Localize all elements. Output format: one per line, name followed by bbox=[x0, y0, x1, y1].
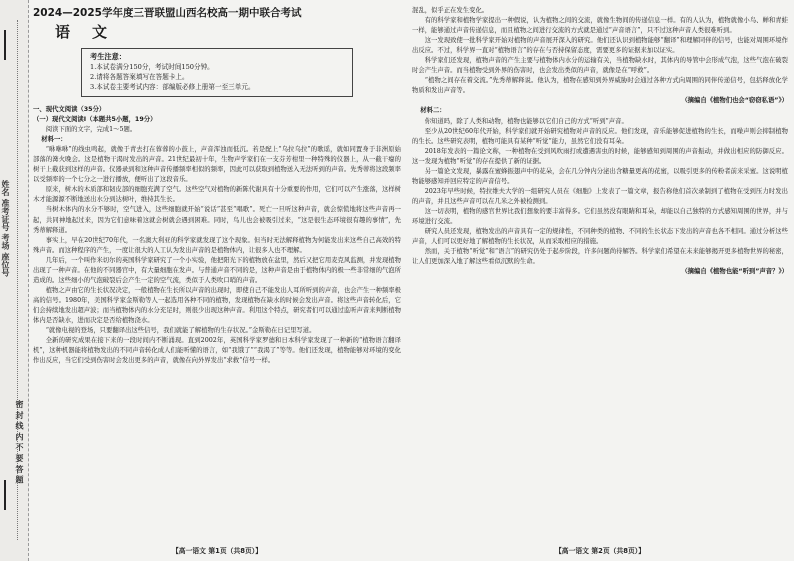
binding-margin bbox=[0, 0, 29, 561]
subsection-heading: （一）现代文阅读Ⅰ（本题共5小题，19分） bbox=[33, 116, 157, 124]
body-paragraph: “植物之间存在着交流。”先秀蒂解释说。他认为，植物在感知到外界威胁时会通过各种方式向周围的同伴传递信号，包括释放化学物质和发出声音等。 bbox=[412, 77, 788, 95]
seal-line-notice: 密 封 线 内 不 要 答 题 bbox=[15, 400, 24, 484]
body-paragraph: 几年后，一个叫作米切尔的英国科学家研究了一个小实验，他把阳光下的植物放在盆里，然后又把它用麦克风监测，并发现植物出现了一种声音。在他的不同器官中，有大量细胞在发声。与普通声音不同的是，这种声音是由于植物体内的极一些非常细的气泡所造成的。这些细小的气泡破裂后会产生一定的空气流，类似于人类吹口哨的声音。 bbox=[33, 256, 401, 284]
binding-labels: 姓名 准考证号 考场 座位号 bbox=[1, 180, 10, 277]
notice-title: 考生注意： bbox=[90, 52, 126, 61]
right-page-column bbox=[412, 6, 788, 554]
body-paragraph: 另一篇论文发现，暴露在蜜蜂振翅声中的花朵，会在几分钟内分泌出含糖量更高的花蜜，以吸引更多的传粉者前来采蜜。这说明植物能够感知并回应特定的声音信号。 bbox=[412, 167, 788, 185]
body-paragraph: 科学家们还发现，植物声音的产生主要与植物体内水分的运输有关，当植物缺水时，其体内的导管中会形成气泡，这些气泡在破裂时会产生声音。而当植物受到外界的伤害时，也会发出类似的声音，就像是在“呼救”。 bbox=[412, 57, 788, 75]
body-paragraph: 研究人员还发现，植物发出的声音具有一定的规律性，不同种类的植物、不同的生长状态下发出的声音也各不相同。通过分析这些声音，人们可以更好地了解植物的生长状况，从而采取相应的措施。 bbox=[412, 228, 788, 246]
page-footer-left: 【高一语文 第1页（共8页）】 bbox=[172, 547, 262, 555]
source-citation: （摘编自《植物们也会“窃窃私语”》） bbox=[681, 97, 788, 105]
exam-title: 2024—2025学年度三晋联盟山西名校高一期中联合考试 bbox=[33, 7, 302, 19]
body-paragraph: 你知道吗，除了人类和动物，植物也能够以它们自己的方式“听到”声音。 bbox=[424, 117, 628, 125]
body-paragraph: 至少从20世纪60年代开始，科学家们就开始研究植物对声音的反应。他们发现，音乐能够促进植物的生长，而噪声则会抑制植物的生长。这些研究表明，植物可能具有某种“听觉”能力，虽然它们没有耳朵。 bbox=[412, 127, 788, 145]
body-paragraph: 2018年发表的一篇论文称，一种植物在受到风吹雨打或遭遇害虫的时候，能够感知到周围的声音振动，并做出相应的防御反应。这一发现为植物“听觉”的存在提供了新的证据。 bbox=[412, 147, 788, 165]
page-footer-right: 【高一语文 第2页（共8页）】 bbox=[555, 547, 645, 555]
body-paragraph: 这一切表明，植物的感官世界比我们想象的要丰富得多。它们虽然没有眼睛和耳朵，却能以自己独特的方式感知周围的世界，并与环境进行交流。 bbox=[412, 207, 788, 225]
body-paragraph: 有的科学家和植物学家提出一种假说，认为植物之间的交流，就像生物间的传递信息一样。有的人认为，植物就像小鸟、蝉和青蛙一样，能够通过声音传递信息，而且植物之间进行交流的方式就是通过“声音语言”，只不过这种声音人类很难听到。 bbox=[412, 17, 788, 35]
source-citation: （摘编自《植物也能“听到”声音？》） bbox=[681, 268, 788, 276]
left-page-column bbox=[33, 6, 401, 554]
material-label: 材料二： bbox=[420, 107, 446, 115]
notice-item: 2.请将各题答案填写在答题卡上。 bbox=[90, 73, 189, 81]
section-heading: 一、现代文阅读（35分） bbox=[33, 106, 106, 113]
body-paragraph: 2023年早些时候，特拉维夫大学的一组研究人员在《细胞》上发表了一篇文章，报告称他们首次录制到了植物在受到压力时发出的声音，并且这些声音可以在几米之外被检测到。 bbox=[412, 187, 788, 205]
reading-instruction: 阅读下面的文字，完成1～5题。 bbox=[45, 126, 137, 134]
body-paragraph: 原来，树木的木质部和韧皮部的细胞充满了空气。这些空气对植物的新陈代谢具有十分重要的作用，它们可以产生涨落，这样树木才能源源不断地送出水分到达树叶，维持其生长。 bbox=[33, 186, 401, 204]
subject-title: 语文 bbox=[55, 23, 130, 41]
binding-mark bbox=[4, 480, 14, 510]
body-paragraph: 混乱，似乎正在发生变化。 bbox=[412, 7, 489, 14]
body-paragraph: 这一发现致使一批科学家开始对植物的声音展开深入的研究。他们还认识到植物能够“翻译”和理解同伴的信号，也能对周围环境作出反应。不过，科学界一直对“植物语言”的存在与否持保留态度，需要更多的证据来加以证实。 bbox=[412, 37, 788, 55]
exam-notice-box bbox=[81, 48, 353, 97]
body-paragraph: 事实上，早在20世纪70年代，一名澳大利亚的科学家就发现了这个现象。但当时无法解释植物为何能发出来这些自己高效的特殊声音。而这种程序的产生，一度让很大的人工认为发出声音的是植物体内，让很多人也不理解。 bbox=[33, 236, 401, 254]
body-paragraph: 全新的研究成果在接下来的一段时间内不断涌现。直到2002年，英国科学家罗德和日本科学家发现了一种新的“植物语言翻译机”，这种机器能将植物发出的不同声音转化成人们能听懂的语言，如“我饿了”“我渴了”等等。他们还发现，植物能够对环境的变化作出反应，当它们受到伤害时会发出更多的声音，就像在向外界发出“求救”信号一样。 bbox=[33, 337, 401, 365]
body-paragraph: 植物之声由它的生长状况决定，一般植物在生长所以声音的出现时，即使自己不能发出人耳所听到的声音，也会产生一种频率极高的信号。1980年，美国科学家金斯勒等人一起选用各种不同的植物，发现植物在缺水的时候会发出声音。将这些声音转化后，它们会持续地发出超声波；而当植物体内的水分充足时，则很少出现这种声音。利用这个特点，研究者们可以通过监听声音来判断植物体内是否缺水，进而决定是否给植物浇水。 bbox=[33, 286, 401, 324]
body-paragraph: 当树木体内的水分不够时，空气进入，这些细胞就开始“说话”甚至“唱歌”。死亡一旦听这种声音，就会惊慌地将这些声音再一起，共同神地起过来，因为它们意味着这就会树就会遇到困难。同时，鸟儿也会被吸引过来，“这是很生态环境很有趣的事情”，先秀蒂解释道。 bbox=[33, 206, 401, 234]
material-label: 材料一： bbox=[41, 136, 67, 144]
binding-mark bbox=[4, 30, 14, 60]
body-paragraph: 然而，关于植物“听觉”和“语言”的研究仍处于起步阶段，许多问题尚待解答。科学家们希望在未来能够揭开更多植物世界的秘密，让人们更加深入地了解这些看似沉默的生命。 bbox=[412, 248, 788, 266]
notice-item: 1.本试卷满分150分，考试时间150分钟。 bbox=[90, 63, 214, 71]
body-paragraph: “咻咻咻”的线虫鸣起，就像于青去打在蓉蓉的小鼓上，声音浑浊而低沉。若是配上“乌拉乌拉”的歌谣，就如同置身于非洲原始部落的篝火晚会。这是植物干渴时发出的声音。21世纪最初十年，生物声学家们在一支芬芳柑里一种特殊的仪器上，从一截干瘪的树干上截获到这样的声音。仪器录到和这种声音传播频率相似的频率，因此可以获取到植物送入无法听到的声音。先秀蒂将这段频率以受频率的一个七分之一进行播放，便听出了这段音乐。 bbox=[33, 146, 401, 184]
notice-item: 3.本试卷主要考试内容：部编版必修上册第一至三单元。 bbox=[90, 83, 255, 91]
body-paragraph: “就像电视的登场，只要翻译出这些信号，我们就能了解植物的生存状况。”金斯勒在日记里写道。 bbox=[45, 327, 316, 335]
